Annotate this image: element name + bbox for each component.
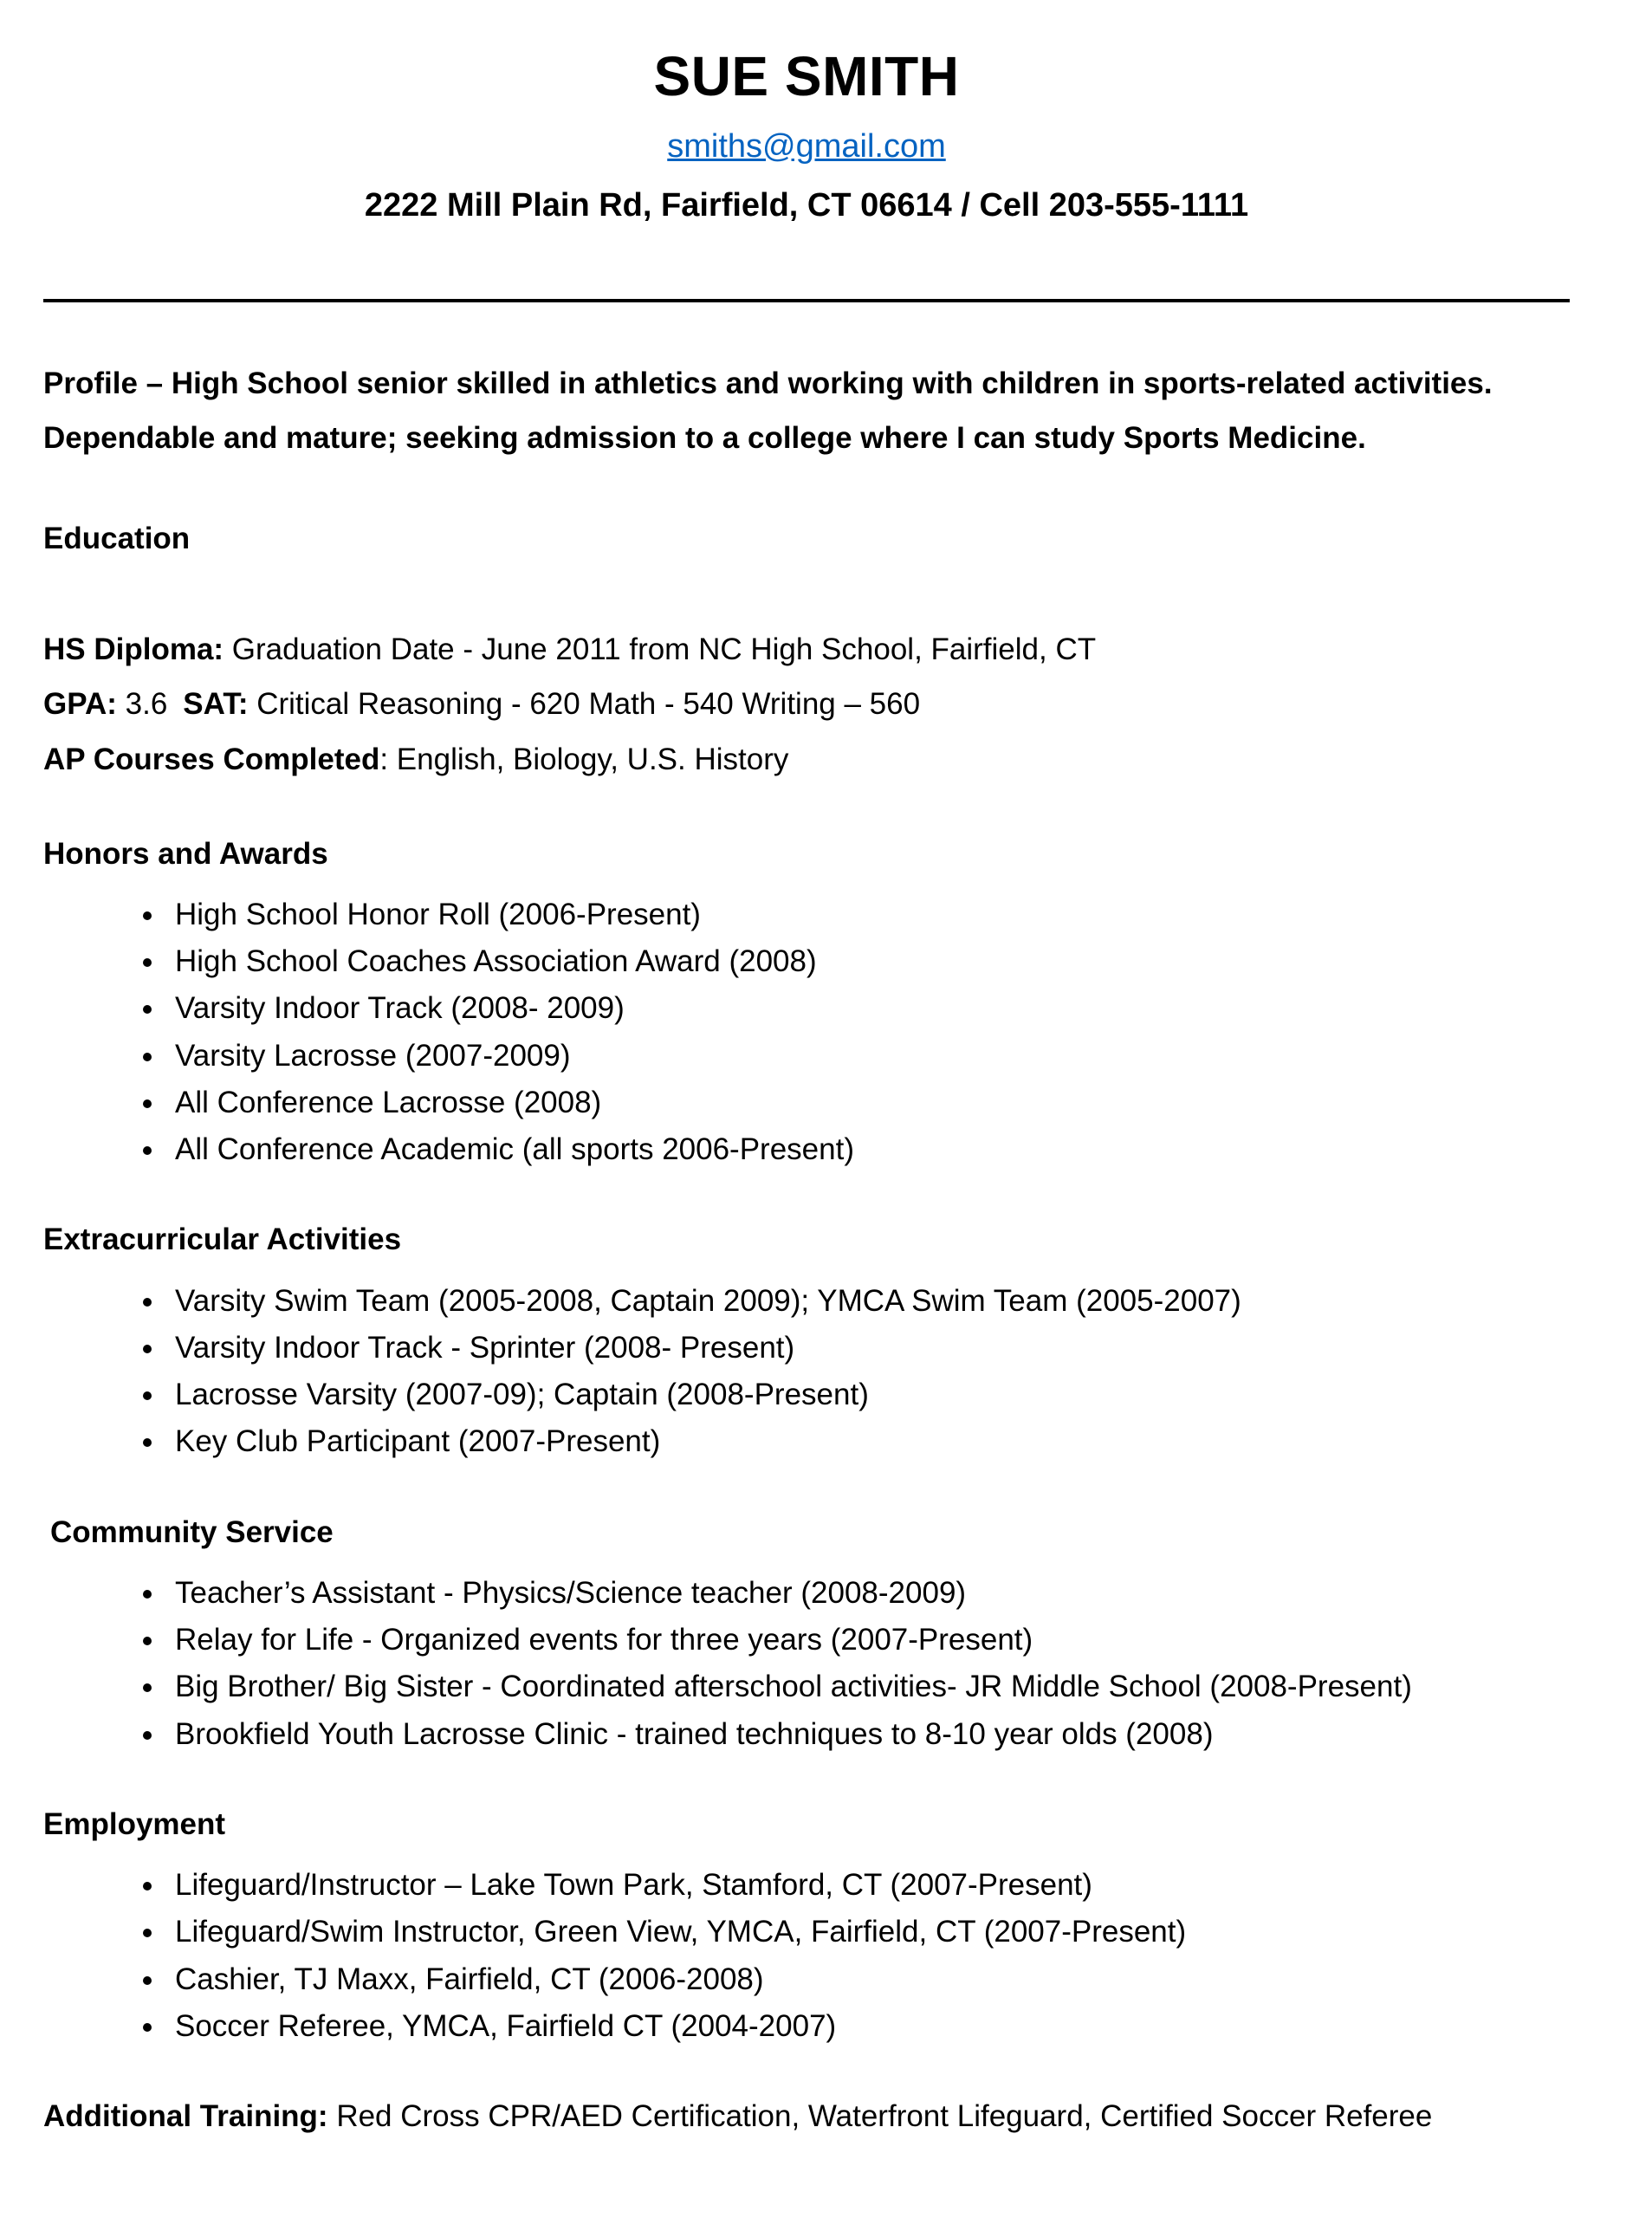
community-service-list <box>43 1570 1570 1758</box>
section-heading-extracurricular: Extracurricular Activities <box>43 1222 402 1257</box>
profile-text: Profile – High School senior skilled in athletics and working with children in sports-related activities. Dependable and mature; seeking admission to a college where I can study Sports Medicine. <box>43 366 1493 456</box>
section-heading-community-service: Community Service <box>50 1514 334 1549</box>
list-item: • High School Coaches Association Award (2008) <box>166 938 1570 985</box>
list-item: • Varsity Indoor Track - Sprinter (2008- Present) <box>166 1325 1570 1372</box>
list-item: • Soccer Referee, YMCA, Fairfield CT (2004-2007) <box>166 2003 1570 2050</box>
gpa-sat-line <box>43 677 1570 732</box>
resume-header <box>43 45 1570 231</box>
list-item: • Key Club Participant (2007-Present) <box>166 1418 1570 1465</box>
list-item: • Relay for Life - Organized events for three years (2007-Present) <box>166 1617 1570 1664</box>
list-item: • Varsity Lacrosse (2007-2009) <box>166 1033 1570 1080</box>
email-row <box>43 121 1570 172</box>
additional-training-line <box>43 2093 1570 2140</box>
education-details <box>43 622 1570 788</box>
list-item: • Big Brother/ Big Sister - Coordinated afterschool activities- JR Middle School (2008-Present) <box>166 1664 1570 1710</box>
address-line: 2222 Mill Plain Rd, Fairfield, CT 06614 / Cell 203-555-1111 <box>364 187 1249 224</box>
additional-training-label: Additional Training: <box>43 2099 328 2134</box>
header-divider <box>43 299 1570 302</box>
list-item: • High School Honor Roll (2006-Present) <box>166 892 1570 938</box>
section-heading-employment: Employment <box>43 1806 226 1841</box>
list-item: • Lifeguard/Instructor – Lake Town Park, Stamford, CT (2007-Present) <box>166 1862 1570 1909</box>
hs-diploma-line <box>43 622 1570 678</box>
email-link[interactable]: smiths@gmail.com <box>667 127 946 165</box>
ap-courses-text: : English, Biology, U.S. History <box>379 743 789 776</box>
list-item: • Teacher’s Assistant - Physics/Science teacher (2008-2009) <box>166 1570 1570 1617</box>
additional-training-text: Red Cross CPR/AED Certification, Waterfront Lifeguard, Certified Soccer Referee <box>327 2099 1433 2134</box>
list-item: • All Conference Academic (all sports 2006-Present) <box>166 1126 1570 1173</box>
section-heading-honors: Honors and Awards <box>43 836 328 871</box>
gpa-label: GPA: <box>43 687 117 722</box>
section-heading-education: Education <box>43 522 191 556</box>
resume-page <box>43 45 1570 2140</box>
employment-list <box>43 1862 1570 2050</box>
sat-label: SAT: <box>183 687 249 722</box>
hs-diploma-label: HS Diploma: <box>43 632 224 666</box>
person-name: SUE SMITH <box>653 45 960 107</box>
list-item: • Varsity Indoor Track (2008- 2009) <box>166 985 1570 1032</box>
ap-courses-label: AP Courses Completed <box>43 743 380 776</box>
sat-text: Critical Reasoning - 620 Math - 540 Writing – 560 <box>248 687 921 722</box>
list-item: • Brookfield Youth Lacrosse Clinic - trained techniques to 8-10 year olds (2008) <box>166 1711 1570 1758</box>
list-item: • Varsity Swim Team (2005-2008, Captain 2009); YMCA Swim Team (2005-2007) <box>166 1278 1570 1325</box>
honors-list <box>43 892 1570 1174</box>
gpa-value: 3.6 <box>116 687 168 722</box>
extracurricular-list <box>43 1278 1570 1466</box>
list-item: • Cashier, TJ Maxx, Fairfield, CT (2006-2008) <box>166 1956 1570 2003</box>
list-item: • All Conference Lacrosse (2008) <box>166 1080 1570 1126</box>
hs-diploma-text: Graduation Date - June 2011 from NC High School, Fairfield, CT <box>224 632 1097 666</box>
list-item: • Lifeguard/Swim Instructor, Green View, YMCA, Fairfield, CT (2007-Present) <box>166 1909 1570 1955</box>
list-item: • Lacrosse Varsity (2007-09); Captain (2008-Present) <box>166 1372 1570 1418</box>
ap-courses-line <box>43 732 1570 788</box>
